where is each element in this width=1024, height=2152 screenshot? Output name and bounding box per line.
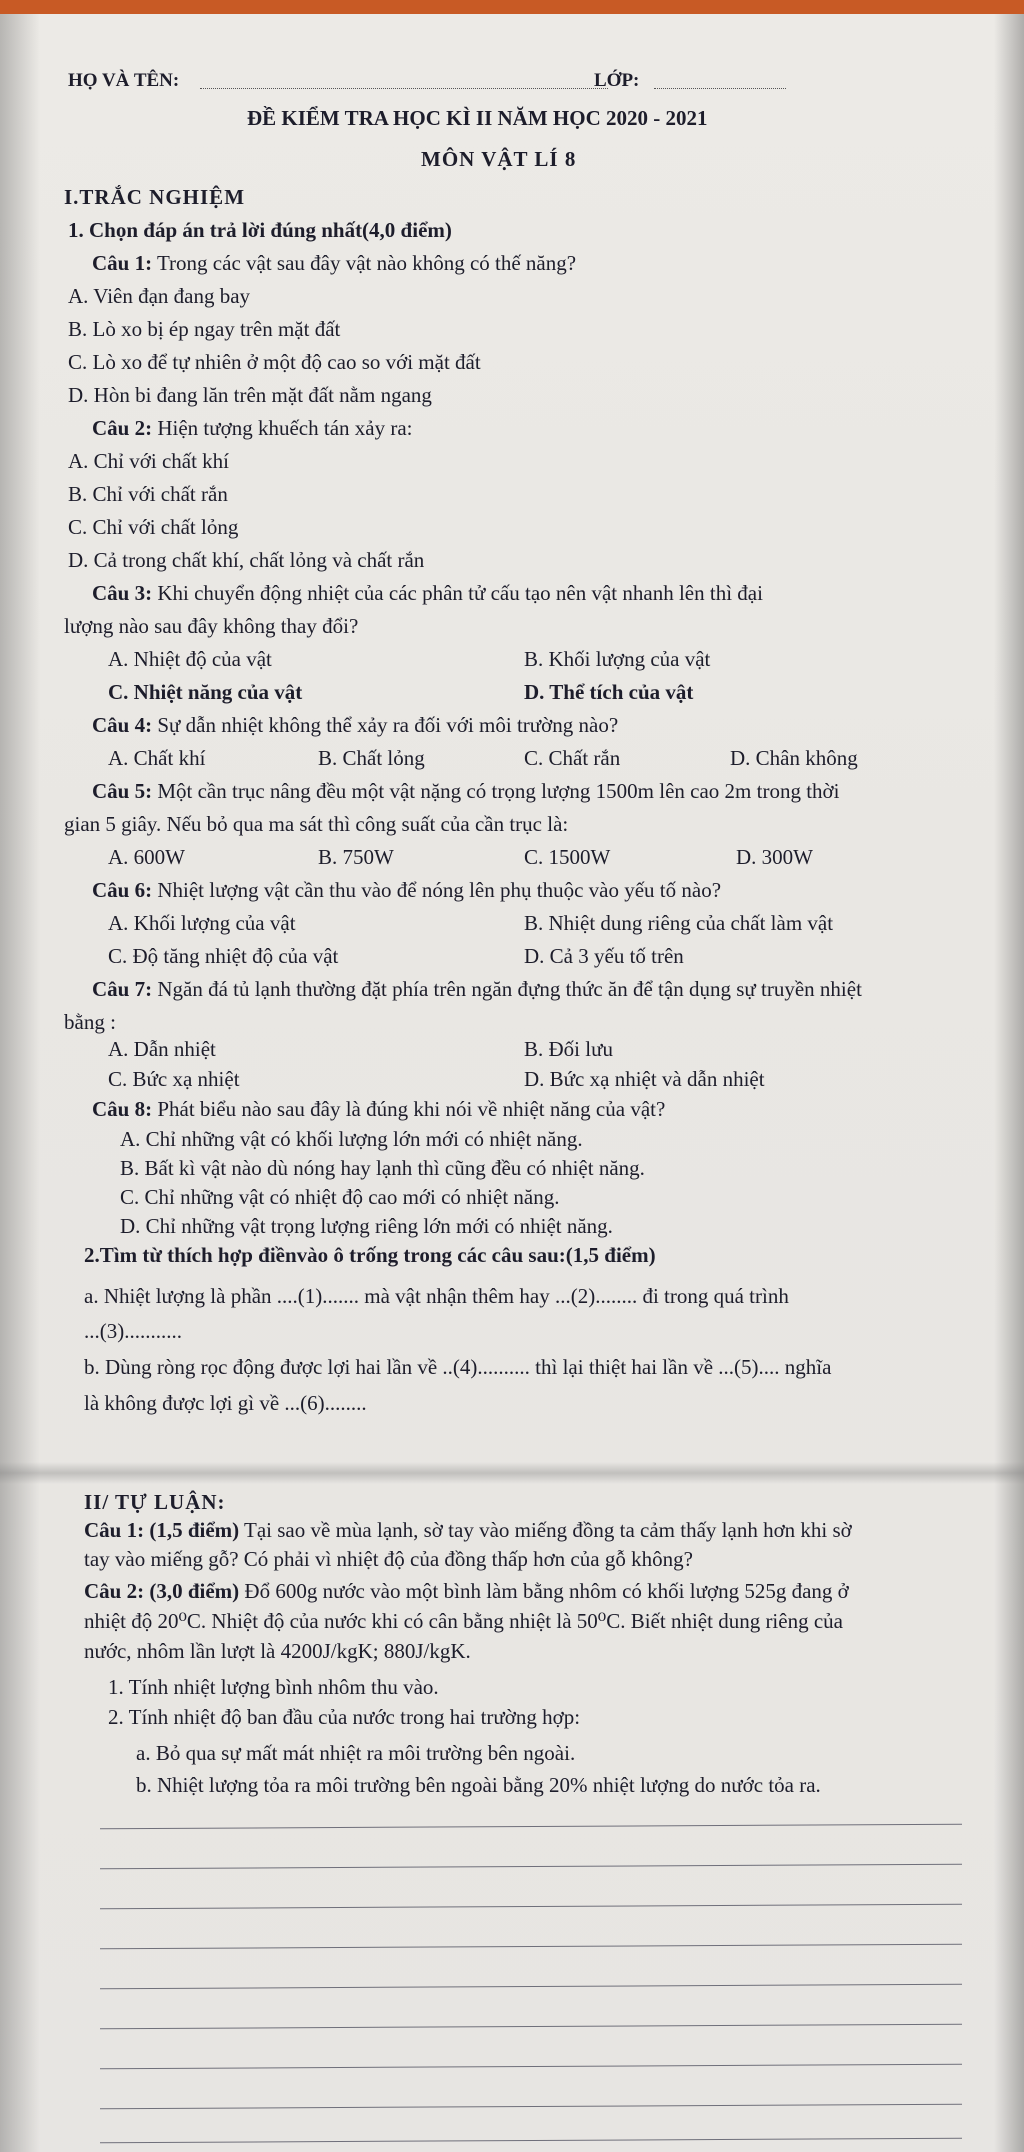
- answer-line: [100, 1984, 962, 1990]
- q4-option-b: B. Chất lỏng: [318, 746, 425, 770]
- q7-option-b: B. Đối lưu: [524, 1037, 613, 1061]
- q2-option-d: D. Cả trong chất khí, chất lỏng và chất rắn: [68, 548, 425, 572]
- q4-stem: Câu 4: Sự dẫn nhiệt không thể xảy ra đối với môi trường nào?: [92, 713, 619, 737]
- q6-stem: Câu 6: Nhiệt lượng vật cần thu vào để nóng lên phụ thuộc vào yếu tố nào?: [92, 878, 722, 902]
- q6-option-c: C. Độ tăng nhiệt độ của vật: [108, 944, 339, 968]
- essay-q2-item1: 1. Tính nhiệt lượng bình nhôm thu vào.: [108, 1675, 439, 1699]
- q5-stem: Câu 5: Một cần trục nâng đều một vật nặng có trọng lượng 1500m lên cao 2m trong thời: [92, 779, 840, 803]
- essay-q2-stem-cont: nhiệt độ 20⁰C. Nhiệt độ của nước khi có cân bằng nhiệt là 50⁰C. Biết nhiệt dung riêng của: [84, 1609, 843, 1633]
- paper-shadow-right: [994, 14, 1024, 2152]
- q5-stem-cont: gian 5 giây. Nếu bỏ qua ma sát thì công suất của cần trục là:: [64, 812, 569, 836]
- q1-option-d: D. Hòn bi đang lăn trên mặt đất nằm ngang: [68, 383, 432, 407]
- q5-option-c: C. 1500W: [524, 845, 611, 869]
- answer-line: [100, 1864, 962, 1870]
- q5-option-a: A. 600W: [108, 845, 185, 869]
- q2-option-c: C. Chỉ với chất lỏng: [68, 515, 239, 539]
- q4-option-d: D. Chân không: [730, 746, 858, 770]
- fill-b-line2: là không được lợi gì về ...(6)........: [84, 1391, 367, 1415]
- paper-shadow-left: [0, 14, 40, 2152]
- essay-q1-stem-cont: tay vào miếng gỗ? Có phải vì nhiệt độ của đồng thấp hơn của gỗ không?: [84, 1547, 693, 1571]
- q2-stem: Câu 2: Hiện tượng khuếch tán xảy ra:: [92, 416, 413, 440]
- q7-option-d: D. Bức xạ nhiệt và dẫn nhiệt: [524, 1067, 765, 1091]
- q4-option-c: C. Chất rắn: [524, 746, 621, 770]
- name-blank: [200, 88, 608, 90]
- q3-option-b: B. Khối lượng của vật: [524, 647, 711, 671]
- section2-heading: 2.Tìm từ thích hợp điềnvào ô trống trong các câu sau:(1,5 điểm): [84, 1243, 656, 1267]
- q8-option-d: D. Chỉ những vật trọng lượng riêng lớn mới có nhiệt năng.: [120, 1214, 613, 1238]
- name-label: HỌ VÀ TÊN:: [68, 70, 180, 91]
- answer-line: [100, 1824, 962, 1830]
- answer-line: [100, 1944, 962, 1950]
- q6-option-b: B. Nhiệt dung riêng của chất làm vật: [524, 911, 834, 935]
- q1-option-c: C. Lò xo để tự nhiên ở một độ cao so với mặt đất: [68, 350, 481, 374]
- paper-top-edge: [0, 0, 1024, 14]
- fill-a-line2: ...(3)...........: [84, 1319, 182, 1343]
- class-label: LỚP:: [594, 70, 640, 91]
- q4-option-a: A. Chất khí: [108, 746, 206, 770]
- q8-stem: Câu 8: Phát biểu nào sau đây là đúng khi nói về nhiệt năng của vật?: [92, 1097, 666, 1121]
- q1-option-a: A. Viên đạn đang bay: [68, 284, 251, 308]
- q3-option-d: D. Thể tích của vật: [524, 680, 694, 704]
- q2-option-a: A. Chỉ với chất khí: [68, 449, 230, 473]
- q3-option-a: A. Nhiệt độ của vật: [108, 647, 272, 671]
- q6-option-d: D. Cả 3 yếu tố trên: [524, 944, 684, 968]
- part1-heading: I.TRẮC NGHIỆM: [64, 185, 246, 209]
- q5-option-b: B. 750W: [318, 845, 394, 869]
- exam-subject: MÔN VẬT LÍ 8: [421, 147, 577, 171]
- fill-b-line1: b. Dùng ròng rọc động được lợi hai lần về ..(4).......... thì lại thiệt hai lần về ...(5).... nghĩa: [84, 1355, 832, 1379]
- q2-option-b: B. Chỉ với chất rắn: [68, 482, 228, 506]
- q5-option-d: D. 300W: [736, 845, 813, 869]
- q3-option-c: C. Nhiệt năng của vật: [108, 680, 303, 704]
- essay-q1-stem: Câu 1: (1,5 điểm) Tại sao về mùa lạnh, sờ tay vào miếng đồng ta cảm thấy lạnh hơn khi sờ: [84, 1518, 852, 1542]
- q3-stem-cont: lượng nào sau đây không thay đổi?: [64, 614, 359, 638]
- essay-q2-item2b: b. Nhiệt lượng tỏa ra môi trường bên ngoài bằng 20% nhiệt lượng do nước tỏa ra.: [136, 1773, 821, 1797]
- paper-fold: [0, 1462, 1024, 1484]
- fill-a-line1: a. Nhiệt lượng là phần ....(1)....... mà vật nhận thêm hay ...(2)........ đi trong quá trình: [84, 1284, 789, 1308]
- part2-heading: II/ TỰ LUẬN:: [84, 1490, 226, 1514]
- exam-title: ĐỀ KIỂM TRA HỌC KÌ II NĂM HỌC 2020 - 2021: [247, 106, 708, 130]
- class-blank: [654, 88, 786, 90]
- essay-q2-item2: 2. Tính nhiệt độ ban đầu của nước trong hai trường hợp:: [108, 1705, 581, 1729]
- essay-q2-stem-cont2: nước, nhôm lần lượt là 4200J/kgK; 880J/kgK.: [84, 1639, 471, 1663]
- q8-option-c: C. Chỉ những vật có nhiệt độ cao mới có nhiệt năng.: [120, 1185, 560, 1209]
- q8-option-b: B. Bất kì vật nào dù nóng hay lạnh thì cũng đều có nhiệt năng.: [120, 1156, 645, 1180]
- answer-line: [100, 1904, 962, 1910]
- q7-stem-cont: bằng :: [64, 1010, 116, 1034]
- answer-line: [100, 2064, 962, 2070]
- q1-option-b: B. Lò xo bị ép ngay trên mặt đất: [68, 317, 341, 341]
- q6-option-a: A. Khối lượng của vật: [108, 911, 296, 935]
- answer-line: [100, 2138, 962, 2144]
- q7-option-c: C. Bức xạ nhiệt: [108, 1067, 240, 1091]
- essay-q2-item2a: a. Bỏ qua sự mất mát nhiệt ra môi trường bên ngoài.: [136, 1741, 576, 1765]
- q8-option-a: A. Chỉ những vật có khối lượng lớn mới có nhiệt năng.: [120, 1127, 583, 1151]
- q7-option-a: A. Dẫn nhiệt: [108, 1037, 216, 1061]
- q7-stem: Câu 7: Ngăn đá tủ lạnh thường đặt phía trên ngăn đựng thức ăn để tận dụng sự truyền nhiệt: [92, 977, 862, 1001]
- essay-q2-stem: Câu 2: (3,0 điểm) Đổ 600g nước vào một bình làm bằng nhôm có khối lượng 525g đang ở: [84, 1579, 849, 1603]
- section1-heading: 1. Chọn đáp án trả lời đúng nhất(4,0 điểm): [68, 218, 452, 242]
- answer-line: [100, 2024, 962, 2030]
- q1-stem: Câu 1: Trong các vật sau đây vật nào không có thế năng?: [92, 251, 577, 275]
- answer-line: [100, 2104, 962, 2110]
- q3-stem: Câu 3: Khi chuyển động nhiệt của các phân tử cấu tạo nên vật nhanh lên thì đại: [92, 581, 763, 605]
